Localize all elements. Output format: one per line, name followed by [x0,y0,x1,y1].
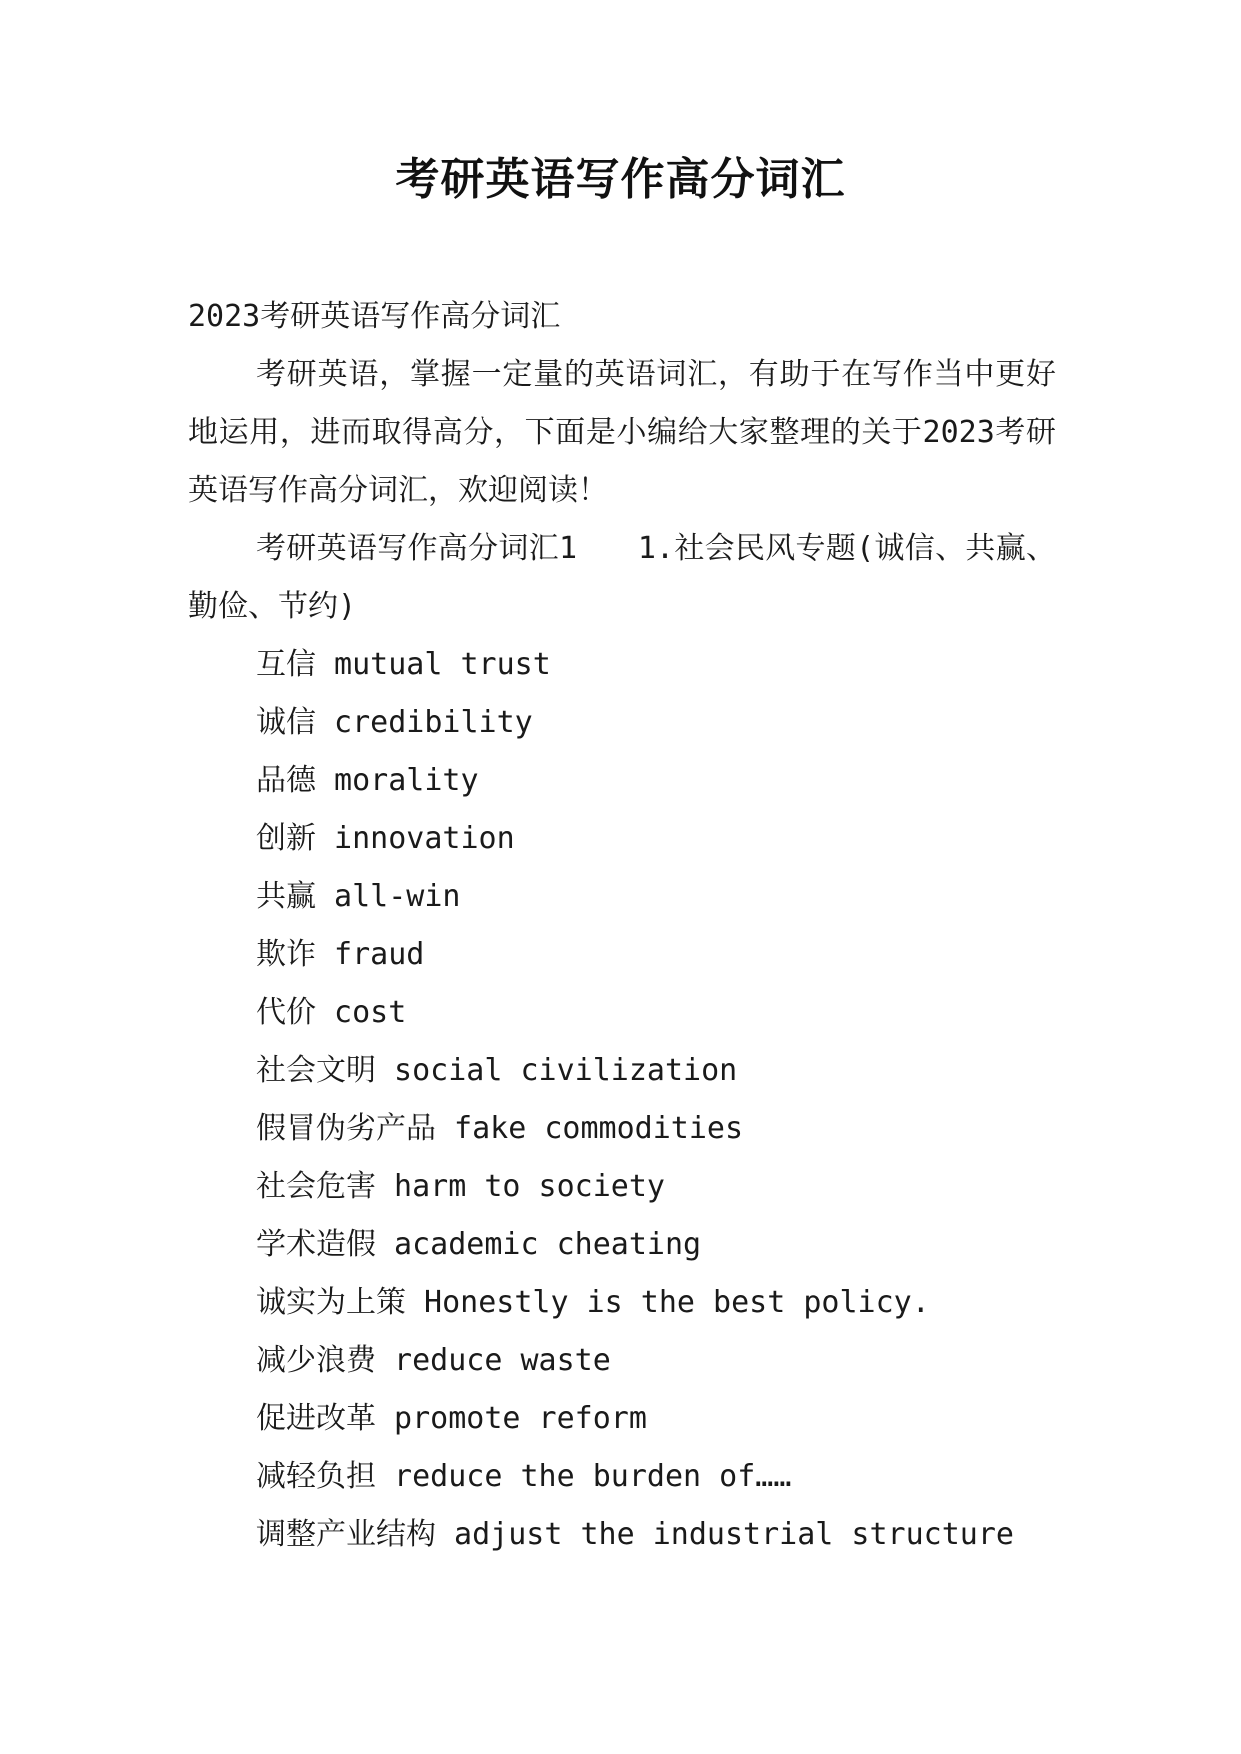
vocab-item: 代价 cost [256,995,407,1030]
document-title: 考研英语写作高分词汇 [395,154,846,205]
document-body [188,288,1056,1564]
intro-paragraph: 考研英语，掌握一定量的英语词汇，有助于在写作当中更好地运用，进而取得高分，下面是小编给大家整理的关于2023考研英语写作高分词汇，欢迎阅读！ [188,357,1056,508]
vocab-item: 品德 morality [256,763,479,798]
vocab-item: 促进改革 promote reform [256,1401,647,1436]
vocab-item: 减轻负担 reduce the burden of…… [256,1459,792,1494]
vocab-item: 欺诈 fraud [256,937,425,972]
vocab-item: 诚信 credibility [256,705,533,740]
vocab-item: 调整产业结构 adjust the industrial structure [256,1517,1014,1552]
vocab-item: 社会文明 social civilization [256,1053,738,1088]
vocab-item: 社会危害 harm to society [256,1169,665,1204]
vocab-item: 创新 innovation [256,821,515,856]
vocab-item: 互信 mutual trust [256,647,551,682]
vocab-list [188,636,1056,1564]
subtitle-line: 2023考研英语写作高分词汇 [188,299,561,334]
vocab-item: 共赢 all-win [256,879,461,914]
vocab-item: 诚实为上策 Honestly is the best policy. [256,1285,930,1320]
section-heading: 考研英语写作高分词汇1 1.社会民风专题(诚信、共赢、勤俭、节约) [188,531,1056,624]
vocab-item: 假冒伪劣产品 fake commodities [256,1111,744,1146]
vocab-item: 学术造假 academic cheating [256,1227,702,1262]
vocab-item: 减少浪费 reduce waste [256,1343,611,1378]
